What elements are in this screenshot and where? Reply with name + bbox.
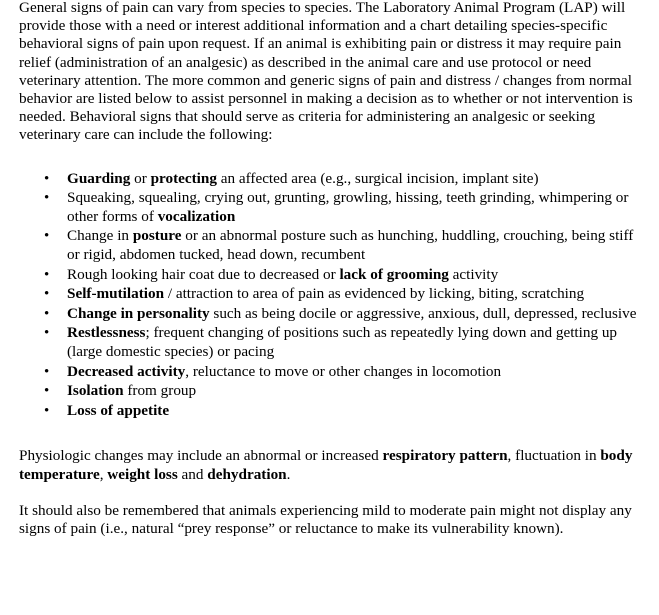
list-item [19,402,649,421]
list-item [19,305,649,324]
item-text: , reluctance to move or other changes in locomotion [185,362,502,380]
list-item [19,382,649,401]
bullet-icon: • [44,266,50,283]
bold-term: Decreased activity [67,362,186,380]
paragraph-text: and [177,465,208,483]
bold-term: lack of grooming [339,265,449,283]
bold-term: vocalization [157,207,236,225]
bold-term: Restlessness [67,324,146,342]
intro-paragraph: General signs of pain can vary from species to species. The Laboratory Animal Program (LAP) will provide those with a need or interest additional information and a chart detailing species-specific behavioral signs of pain upon request. If an animal is exhibiting pain or distress it may require pain relief (administration of an analgesic) as described in the animal care and use protocol or need veterinary attention. The more common and generic signs of pain and distress / changes from normal behavior are listed below to assist personnel in making a decision as to whether or not intervention is needed. Behavioral signs that should serve as criteria for administering an analgesic or seeking veterinary care can include the following: [19,0,633,144]
item-text: or an abnormal posture such as hunching, huddling, crouching, being stiff or rigid, abdomen tucked, head down, recumbent [67,227,634,263]
list-item [19,324,649,361]
physiologic-paragraph [19,447,649,483]
bold-term: dehydration [207,465,287,483]
bullet-icon: • [44,305,50,322]
reminder-paragraph: It should also be remembered that animals experiencing mild to moderate pain might not display any signs of pain (i.e., natural “prey response” or reluctance to make its vulnerability known). [19,501,632,537]
bullet-icon: • [44,286,50,303]
paragraph-text: . [286,465,291,483]
paragraph-text: , fluctuation in [507,447,601,465]
bullet-icon: • [44,402,50,419]
bullet-icon: • [44,228,50,245]
bold-term: Change in personality [67,304,210,322]
bullet-icon: • [44,383,50,400]
item-text: / attraction to area of pain as evidenced by licking, biting, scratching [164,285,585,303]
bullet-icon: • [44,170,50,187]
bold-term: Loss of appetite [67,401,170,419]
paragraph-text: , [99,465,108,483]
bold-term: weight loss [107,465,178,483]
item-text: Squeaking, squealing, crying out, grunting, growling, hissing, teeth grinding, whimpering or other forms of [67,189,629,225]
list-item [19,170,649,189]
item-text: activity [448,265,499,283]
paragraph-text: Physiologic changes may include an abnormal or increased [19,447,383,465]
item-text: such as being docile or aggressive, anxious, dull, depressed, reclusive [209,304,637,322]
bold-term: Isolation [67,382,124,400]
list-item [19,227,649,264]
pain-signs-list [19,170,649,421]
document-page [19,0,649,538]
bold-term: posture [132,227,182,245]
bullet-icon: • [44,363,50,380]
list-item [19,266,649,285]
list-item [19,189,649,226]
bold-term: respiratory pattern [382,447,508,465]
item-text: or [130,169,151,187]
bold-term: Guarding [67,169,131,187]
bold-term: Self-mutilation [67,285,165,303]
item-text: ; frequent changing of positions such as repeatedly lying down and getting up (large domestic species) or pacing [67,324,618,360]
list-item [19,363,649,382]
item-text: Rough looking hair coat due to decreased or [67,265,340,283]
item-text: Change in [67,227,133,245]
bullet-icon: • [44,190,50,207]
list-item [19,285,649,304]
item-text: from group [123,382,197,400]
bold-term: body temperature [19,447,633,483]
bold-term: protecting [150,169,217,187]
item-text: an affected area (e.g., surgical incision, implant site) [216,169,539,187]
bullet-icon: • [44,325,50,342]
